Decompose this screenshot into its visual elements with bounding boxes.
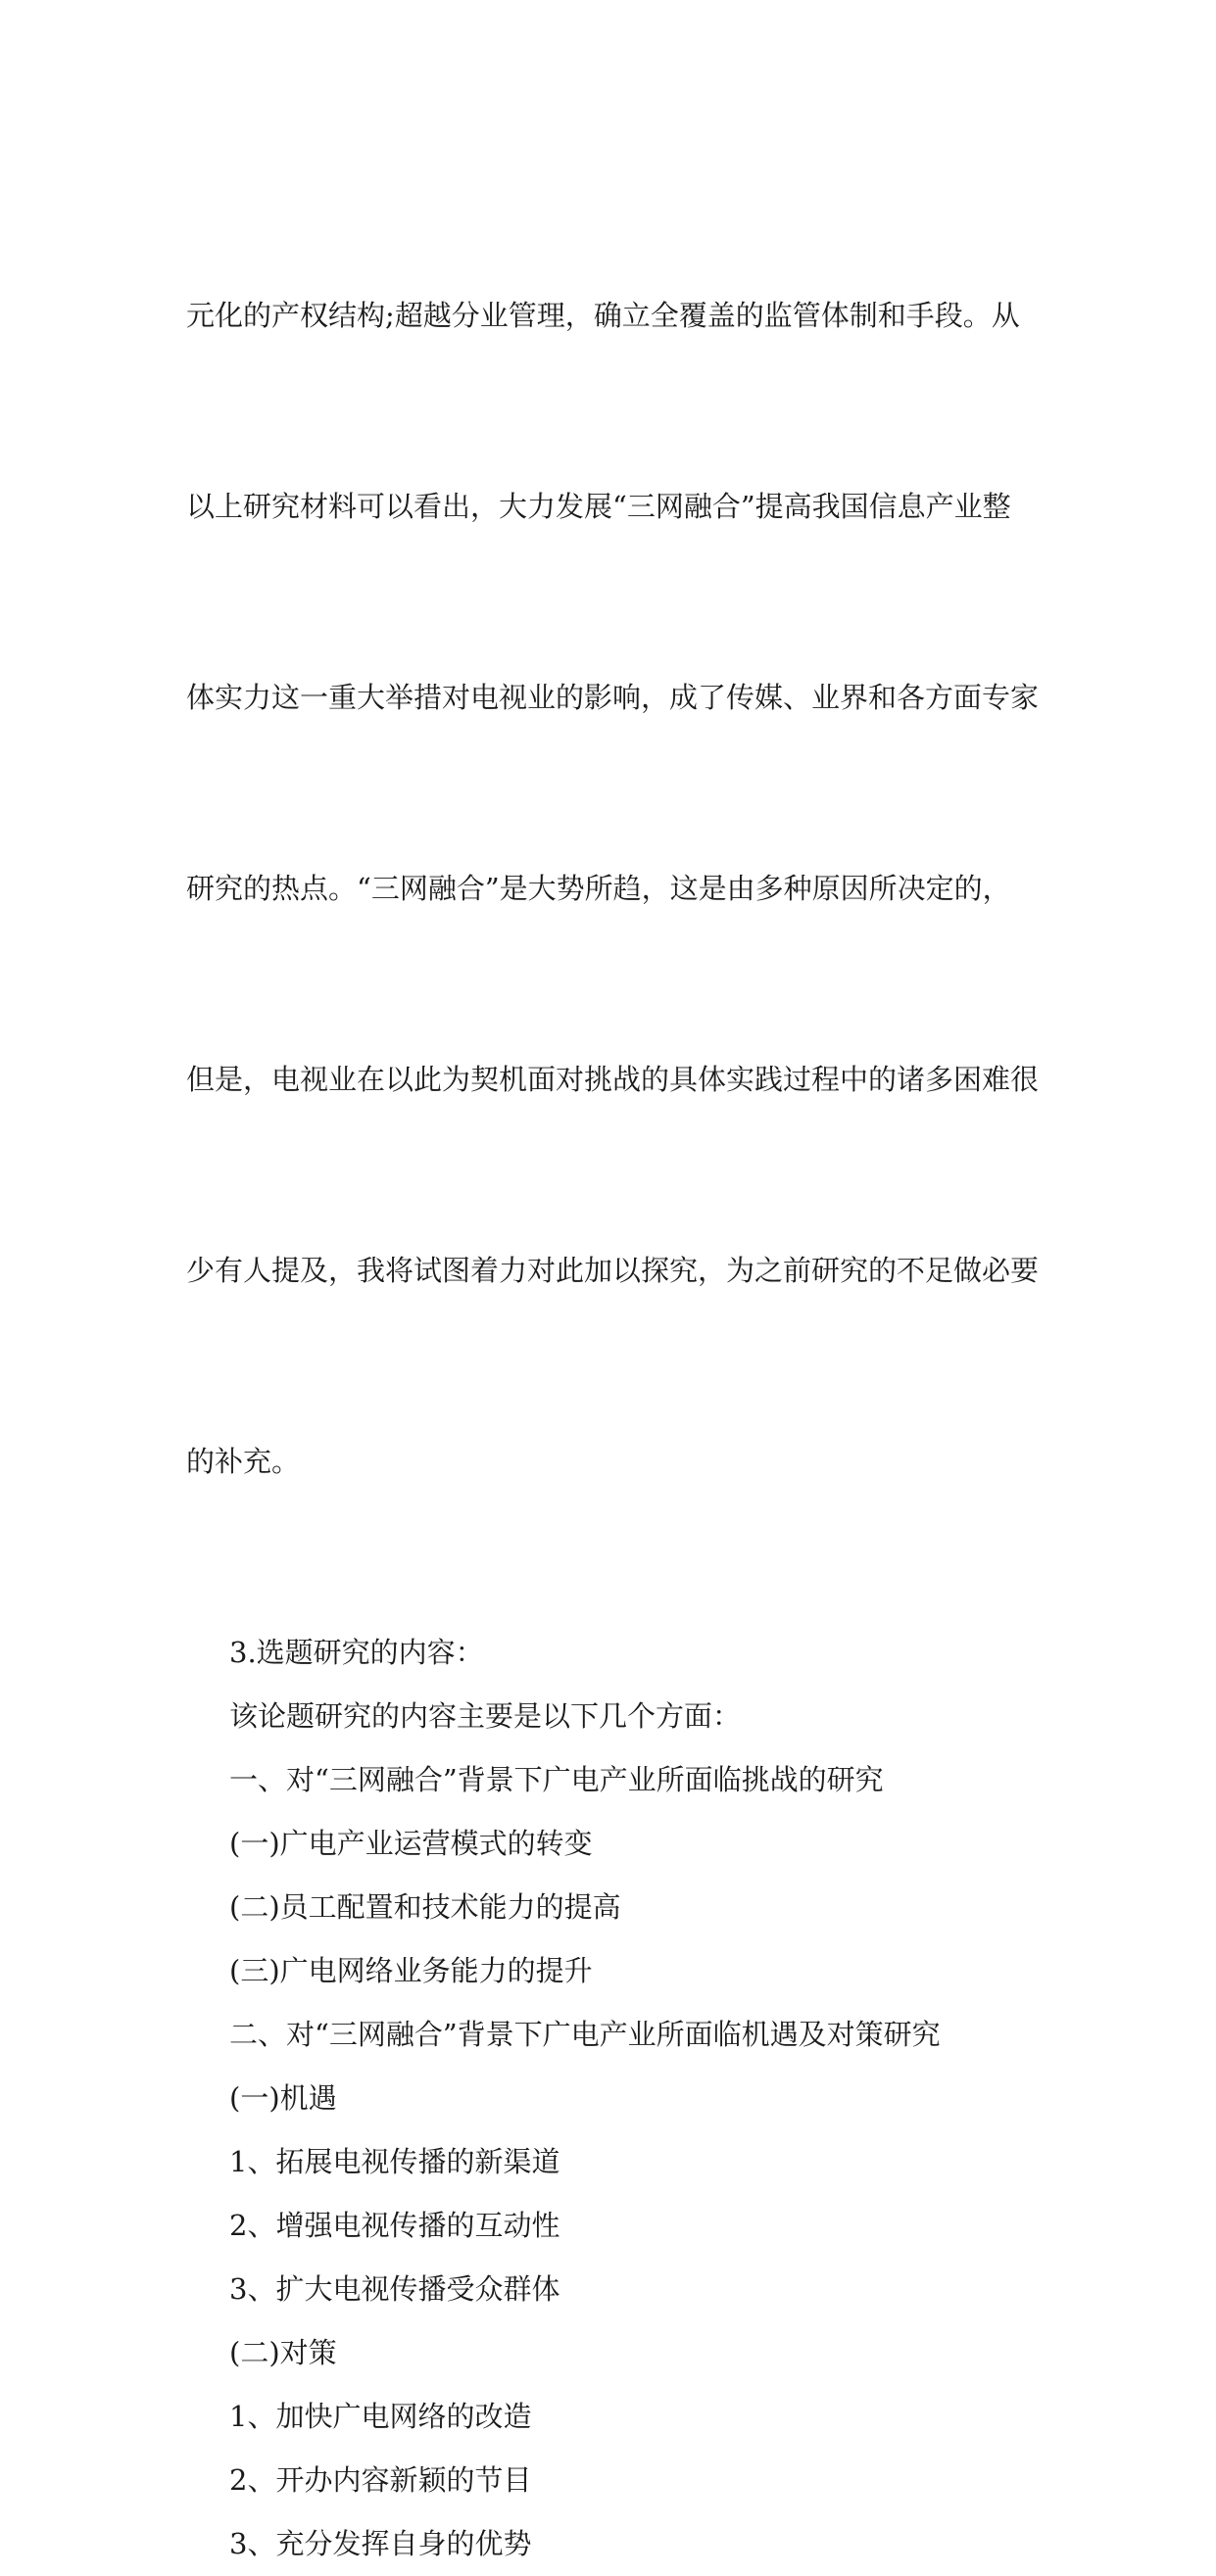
- outline-item: (一)广电产业运营模式的转变: [229, 1827, 593, 1860]
- paragraph-line: 的补充。: [186, 1445, 301, 1478]
- outline-item: (三)广电网络业务能力的提升: [229, 1954, 593, 1987]
- outline-item: 一、对“三网融合”背景下广电产业所面临挑战的研究: [229, 1763, 884, 1796]
- paragraph-line: 但是，电视业在以此为契机面对挑战的具体实践过程中的诸多困难很: [186, 1063, 1040, 1096]
- paragraph-line: 少有人提及，我将试图着力对此加以探究，为之前研究的不足做必要: [186, 1254, 1040, 1287]
- paragraph-line: 元化的产权结构;超越分业管理，确立全覆盖的监管体制和手段。从: [186, 299, 1020, 332]
- paragraph-line: 以上研究材料可以看出，大力发展“三网融合”提高我国信息产业整: [186, 490, 1011, 523]
- outline-item: 3、扩大电视传播受众群体: [229, 2272, 560, 2306]
- outline-item: 2、开办内容新颖的节目: [229, 2463, 532, 2497]
- section-intro: 该论题研究的内容主要是以下几个方面：: [229, 1699, 742, 1733]
- intro-paragraph: [186, 157, 1039, 1621]
- outline-list: [186, 1621, 1039, 2576]
- outline-item: 二、对“三网融合”背景下广电产业所面临机遇及对策研究: [229, 2018, 941, 2051]
- outline-item: 1、拓展电视传播的新渠道: [229, 2145, 560, 2178]
- paragraph-line: 研究的热点。“三网融合”是大势所趋，这是由多种原因所决定的，: [186, 872, 1011, 905]
- paragraph-line: 体实力这一重大举措对电视业的影响，成了传媒、业界和各方面专家: [186, 681, 1040, 714]
- outline-item: 1、加快广电网络的改造: [229, 2400, 532, 2433]
- document-body: [186, 157, 1039, 2576]
- outline-item: (二)对策: [229, 2336, 337, 2369]
- outline-item: 3、充分发挥自身的优势: [229, 2527, 532, 2560]
- outline-item: (二)员工配置和技术能力的提高: [229, 1890, 621, 1924]
- outline-item: (一)机遇: [229, 2081, 337, 2115]
- outline-item: 2、增强电视传播的互动性: [229, 2209, 560, 2242]
- section-heading: 3.选题研究的内容：: [229, 1636, 484, 1669]
